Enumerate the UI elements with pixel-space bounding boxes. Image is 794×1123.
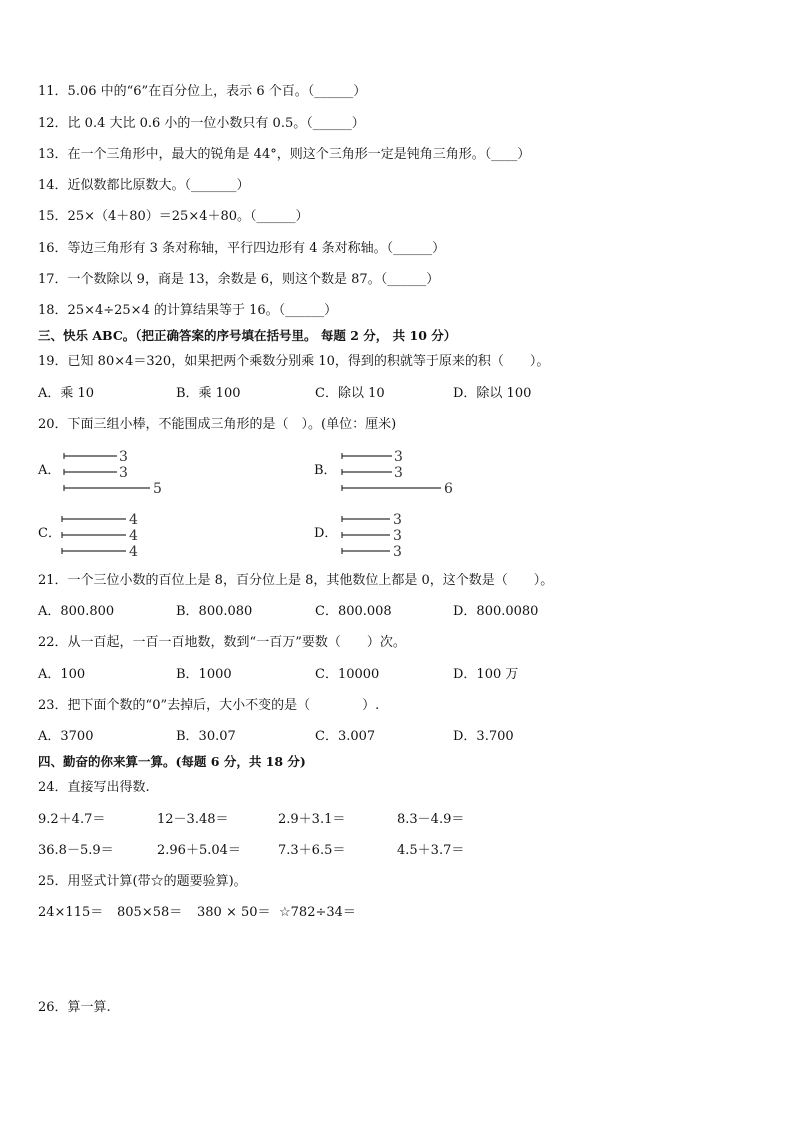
q19-option-a: A．乘 10 bbox=[38, 386, 95, 401]
q24-item-3: 2.9＋3.1＝ bbox=[278, 812, 346, 827]
q19-option-b: B．乘 100 bbox=[176, 386, 241, 401]
question-21: 21．一个三位小数的百位上是 8，百分位上是 8，其他数位上都是 0，这个数是（ ）。 bbox=[38, 573, 554, 588]
question-17: 17．一个数除以 9，商是 13，余数是 6，则这个数是 87。（______） bbox=[38, 272, 440, 287]
q24-item-4: 8.3－4.9＝ bbox=[397, 812, 465, 827]
q24-item-8: 4.5＋3.7＝ bbox=[397, 843, 465, 858]
q25-item-2: 805×58＝ bbox=[117, 905, 183, 920]
question-14: 14．近似数都比原数大。（_______） bbox=[38, 178, 250, 193]
q24-item-1: 9.2＋4.7＝ bbox=[38, 812, 106, 827]
question-12: 12．比 0.4 大比 0.6 小的一位小数只有 0.5。（______） bbox=[38, 116, 365, 131]
svg-text:3: 3 bbox=[394, 449, 403, 465]
q22-option-c: C．10000 bbox=[315, 667, 380, 682]
svg-text:4: 4 bbox=[129, 528, 138, 544]
question-19: 19．已知 80×4＝320，如果把两个乘数分别乘 10，得到的积就等于原来的积（ ）。 bbox=[38, 354, 550, 369]
q20-label-d: D． bbox=[314, 526, 338, 541]
svg-text:3: 3 bbox=[393, 544, 402, 560]
question-15: 15．25×（4＋80）＝25×4＋80。（______） bbox=[38, 209, 309, 224]
q25-item-4: ☆782÷34＝ bbox=[279, 905, 356, 920]
q22-option-d: D．100 万 bbox=[453, 667, 519, 682]
q20-label-a: A． bbox=[38, 463, 61, 478]
question-16: 16．等边三角形有 3 条对称轴，平行四边形有 4 条对称轴。（______） bbox=[38, 241, 446, 256]
q21-option-a: A．800.800 bbox=[38, 604, 115, 619]
svg-text:3: 3 bbox=[394, 465, 403, 481]
q24-item-5: 36.8－5.9＝ bbox=[38, 843, 114, 858]
question-25: 25．用竖式计算(带☆的题要验算)。 bbox=[38, 874, 247, 889]
q19-option-d: D．除以 100 bbox=[453, 386, 532, 401]
q24-item-2: 12－3.48＝ bbox=[157, 812, 229, 827]
question-22: 22．从一百起，一百一百地数，数到“一百万”要数（ ）次。 bbox=[38, 635, 406, 650]
q23-option-a: A．3700 bbox=[38, 729, 94, 744]
q22-option-a: A．100 bbox=[38, 667, 86, 682]
question-26: 26．算一算. bbox=[38, 1000, 111, 1015]
svg-text:5: 5 bbox=[153, 481, 162, 497]
section-4-heading: 四、勤奋的你来算一算。(每题 6 分，共 18 分) bbox=[38, 754, 306, 769]
svg-text:4: 4 bbox=[129, 544, 138, 560]
svg-text:3: 3 bbox=[393, 528, 402, 544]
q25-item-3: 380 × 50＝ bbox=[197, 905, 271, 920]
q20-sticks-a bbox=[62, 448, 182, 497]
question-11: 11．5.06 中的“6”在百分位上，表示 6 个百。（______） bbox=[38, 84, 367, 99]
question-24: 24．直接写出得数. bbox=[38, 780, 150, 795]
q23-option-d: D．3.700 bbox=[453, 729, 514, 744]
q24-item-6: 2.96＋5.04＝ bbox=[157, 843, 241, 858]
q21-option-c: C．800.008 bbox=[315, 604, 392, 619]
section-3-heading: 三、快乐 ABC。（把正确答案的序号填在括号里。 每题 2 分， 共 10 分） bbox=[38, 328, 457, 343]
q20-sticks-c bbox=[60, 511, 150, 560]
svg-text:6: 6 bbox=[444, 481, 453, 497]
q24-item-7: 7.3＋6.5＝ bbox=[278, 843, 346, 858]
q20-sticks-b bbox=[340, 448, 470, 497]
q23-option-c: C．3.007 bbox=[315, 729, 376, 744]
q20-label-b: B． bbox=[314, 463, 337, 478]
q22-option-b: B．1000 bbox=[176, 667, 232, 682]
svg-text:3: 3 bbox=[119, 465, 128, 481]
question-20: 20．下面三组小棒，不能围成三角形的是（ ）。(单位：厘米) bbox=[38, 417, 397, 432]
q21-option-d: D．800.0080 bbox=[453, 604, 539, 619]
question-23: 23．把下面个数的“0”去掉后，大小不变的是（ ）. bbox=[38, 698, 380, 713]
q25-item-1: 24×115＝ bbox=[38, 905, 104, 920]
svg-text:4: 4 bbox=[129, 512, 138, 528]
svg-text:3: 3 bbox=[393, 512, 402, 528]
q23-option-b: B．30.07 bbox=[176, 729, 236, 744]
q20-label-c: C． bbox=[38, 526, 61, 541]
q20-sticks-d bbox=[340, 511, 420, 560]
question-18: 18．25×4÷25×4 的计算结果等于 16。（______） bbox=[38, 303, 338, 318]
q21-option-b: B．800.080 bbox=[176, 604, 253, 619]
question-13: 13．在一个三角形中，最大的锐角是 44°，则这个三角形一定是钝角三角形。（____） bbox=[38, 147, 531, 162]
svg-text:3: 3 bbox=[119, 449, 128, 465]
q19-option-c: C．除以 10 bbox=[315, 386, 385, 401]
